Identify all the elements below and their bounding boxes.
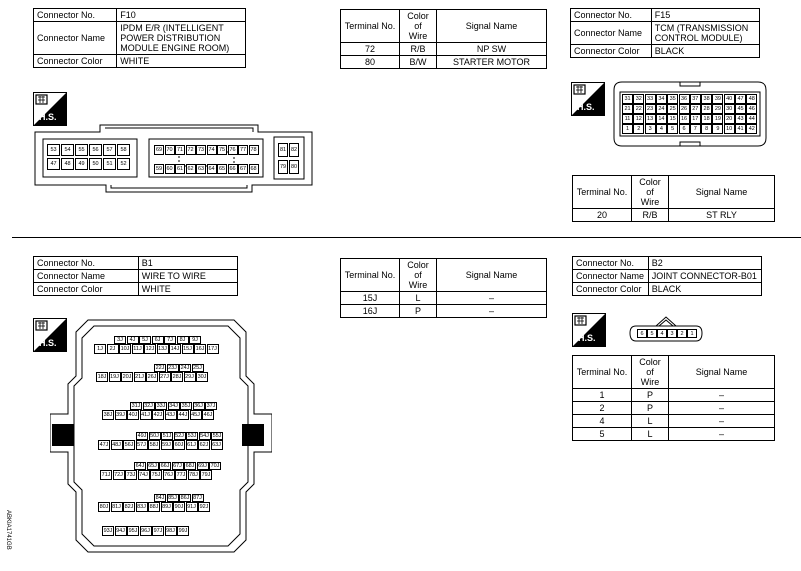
- terminal-pin: 60: [166, 166, 173, 172]
- terminal-pin: 48J: [112, 442, 121, 448]
- terminal-pin: 44: [746, 114, 757, 124]
- terminal-pin: 68: [250, 166, 257, 172]
- color-cell: P: [400, 305, 437, 318]
- f15-name: [651, 22, 759, 45]
- terminal-pin: 29: [712, 104, 723, 114]
- b1-pin-field: [50, 316, 272, 556]
- terminal-pin: 23J: [168, 365, 177, 371]
- terminal-pin: 73: [197, 147, 205, 153]
- terminal-pin: 74: [208, 147, 215, 153]
- terminal-pin: 5: [667, 124, 678, 134]
- table-row: [573, 209, 775, 222]
- terminal-pin: 41J: [141, 412, 150, 418]
- f10-color-label: Connector Color: [34, 55, 117, 68]
- terminal-pin: 94J: [116, 528, 125, 534]
- f10-name-line: POWER DISTRIBUTION: [120, 33, 221, 43]
- terminal-pin: 80J: [99, 504, 109, 510]
- terminal-pin: 2: [677, 329, 687, 338]
- terminal-pin: 46J: [203, 412, 213, 418]
- terminal-pin: 59J: [162, 442, 171, 448]
- terminal-pin: 56J: [124, 442, 134, 448]
- terminal-pin: 30J: [197, 374, 207, 380]
- terminal-pin: 81: [278, 143, 288, 157]
- terminal-pin: 98J: [166, 528, 175, 534]
- terminal-pin: 46: [746, 104, 757, 114]
- figure-id: ABKIA1741GB: [5, 510, 11, 550]
- terminal-pin: 25J: [193, 365, 202, 371]
- terminal-pin: 48: [746, 94, 757, 104]
- terminal-pin: 24: [656, 104, 667, 114]
- terminal-header: Terminal No.: [341, 10, 400, 43]
- terminal-pin: 57: [103, 144, 116, 156]
- terminal-pin: 1J: [94, 344, 106, 354]
- hs-badge-b2: [572, 313, 606, 347]
- terminal-pin: 6: [637, 329, 647, 338]
- terminal-cell: 15J: [341, 292, 400, 305]
- terminal-pin: 72: [187, 147, 194, 153]
- f10-no: F10: [117, 9, 246, 22]
- terminal-pin: 47: [47, 158, 60, 170]
- terminal-pin: 37J: [206, 403, 216, 409]
- terminal-pin: 49: [75, 158, 88, 170]
- signal-cell: NP SW: [437, 43, 547, 56]
- terminal-pin: 31: [622, 94, 633, 104]
- terminal-pin: 27J: [160, 374, 169, 380]
- terminal-cell: 2: [573, 402, 632, 415]
- terminal-pin: 7: [690, 124, 701, 134]
- terminal-pin: 9J: [189, 336, 201, 344]
- terminal-pin: 92J: [199, 504, 209, 510]
- terminal-pin: 8J: [177, 336, 189, 344]
- b2-info-table: [572, 256, 762, 296]
- terminal-pin: 69J: [198, 463, 207, 469]
- terminal-pin: 61: [176, 166, 184, 172]
- terminal-pin: 6J: [152, 336, 164, 344]
- terminal-pin: 13J: [158, 346, 167, 352]
- b2-no-label: Connector No.: [573, 257, 649, 270]
- terminal-pin: 33: [645, 94, 656, 104]
- terminal-pin: 72J: [114, 472, 123, 478]
- terminal-pin: 4J: [127, 336, 139, 344]
- terminal-pin: 52: [117, 158, 130, 170]
- terminal-header: Terminal No.: [341, 259, 400, 292]
- terminal-pin: 1: [687, 329, 697, 338]
- b2-name-label: Connector Name: [573, 270, 649, 283]
- terminal-pin: 90J: [174, 504, 184, 510]
- terminal-pin: 99J: [178, 528, 188, 534]
- table-row: [341, 305, 547, 318]
- terminal-pin: 83J: [137, 504, 146, 510]
- f15-name-line: CONTROL MODULE): [654, 33, 743, 43]
- terminal-pin: 20J: [122, 374, 132, 380]
- terminal-pin: 62: [187, 166, 194, 172]
- color-cell: L: [400, 292, 437, 305]
- color-header: Color of Wire: [632, 176, 669, 209]
- color-cell: L: [632, 428, 669, 441]
- terminal-pin: 37: [690, 94, 701, 104]
- color-cell: R/B: [632, 209, 669, 222]
- hs-badge-f10: [33, 92, 67, 126]
- b2-connector-diagram: [626, 313, 706, 345]
- terminal-cell: 72: [341, 43, 400, 56]
- terminal-pin: 21: [622, 104, 633, 114]
- terminal-pin: 12J: [145, 346, 155, 352]
- terminal-pin: 38: [701, 94, 712, 104]
- b2-color-label: Connector Color: [573, 283, 649, 296]
- terminal-pin: 77: [239, 147, 247, 153]
- terminal-pin: 78: [250, 147, 257, 153]
- terminal-pin: 61J: [187, 442, 196, 448]
- b1-no: B1: [138, 257, 237, 270]
- f10-connector-diagram: [33, 122, 323, 197]
- table-row: [341, 56, 547, 69]
- terminal-pin: 76: [229, 147, 236, 153]
- terminal-pin: 19: [712, 114, 723, 124]
- terminal-pin: 35: [667, 94, 678, 104]
- color-cell: R/B: [400, 43, 437, 56]
- f15-name-label: Connector Name: [571, 22, 652, 45]
- signal-cell: –: [669, 389, 775, 402]
- terminal-pin: 2: [633, 124, 644, 134]
- terminal-pin: 89J: [162, 504, 171, 510]
- terminal-pin: 50: [89, 158, 102, 170]
- terminal-pin: 65: [218, 166, 226, 172]
- terminal-pin: 76J: [164, 472, 173, 478]
- terminal-pin: 13: [645, 114, 656, 124]
- terminal-pin: 18: [701, 114, 712, 124]
- terminal-pin: 38J: [103, 412, 113, 418]
- color-header: Color of Wire: [400, 10, 437, 43]
- terminal-pin: 58J: [149, 442, 159, 448]
- terminal-pin: 49J: [137, 433, 147, 439]
- table-row: [341, 43, 547, 56]
- terminal-pin: 15J: [183, 346, 192, 352]
- f15-no-label: Connector No.: [571, 9, 652, 22]
- signal-table-f15: [572, 175, 775, 222]
- f15-color-label: Connector Color: [571, 45, 652, 58]
- signal-cell: –: [437, 305, 547, 318]
- terminal-pin: 28: [701, 104, 712, 114]
- terminal-pin: 80: [289, 160, 299, 174]
- terminal-pin: 56: [89, 144, 102, 156]
- terminal-pin: 66: [229, 166, 236, 172]
- terminal-cell: 4: [573, 415, 632, 428]
- terminal-pin: 45: [735, 104, 746, 114]
- signal-cell: ST RLY: [669, 209, 775, 222]
- terminal-pin: 36: [679, 94, 690, 104]
- terminal-pin: 43J: [166, 412, 175, 418]
- signal-cell: –: [669, 415, 775, 428]
- terminal-pin: 18J: [97, 374, 107, 380]
- color-header: Color of Wire: [632, 356, 669, 389]
- signal-table-b1: [340, 258, 547, 318]
- terminal-pin: 8: [701, 124, 712, 134]
- terminal-pin: 77J: [176, 472, 186, 478]
- terminal-pin: 14: [656, 114, 667, 124]
- terminal-pin: 3J: [114, 336, 126, 344]
- terminal-pin: 51J: [162, 433, 172, 439]
- table-row: [573, 389, 775, 402]
- terminal-pin: 91J: [187, 504, 196, 510]
- terminal-pin: 17: [690, 114, 701, 124]
- terminal-header: Terminal No.: [573, 356, 632, 389]
- terminal-header: Terminal No.: [573, 176, 632, 209]
- terminal-pin: 41: [735, 124, 746, 134]
- terminal-pin: 2J: [107, 344, 119, 354]
- b1-name-label: Connector Name: [34, 270, 139, 283]
- terminal-pin: 64: [208, 166, 215, 172]
- hs-label: H.S.: [39, 338, 57, 348]
- terminal-pin: 63J: [212, 442, 221, 448]
- terminal-pin: 9: [712, 124, 723, 134]
- terminal-pin: 79: [278, 160, 288, 174]
- hs-label: H.S.: [578, 333, 596, 343]
- terminal-pin: 6: [679, 124, 690, 134]
- terminal-pin: 50J: [150, 433, 159, 439]
- terminal-pin: 88J: [149, 504, 159, 510]
- signal-header: Signal Name: [669, 356, 775, 389]
- terminal-pin: 16J: [195, 346, 205, 352]
- color-cell: B/W: [400, 56, 437, 69]
- terminal-pin: 45J: [191, 412, 200, 418]
- terminal-pin: 5: [647, 329, 657, 338]
- terminal-pin: 15: [667, 114, 678, 124]
- terminal-pin: 63: [197, 166, 205, 172]
- terminal-pin: 31J: [131, 403, 141, 409]
- terminal-pin: 65J: [148, 463, 157, 469]
- terminal-pin: 42: [746, 124, 757, 134]
- terminal-pin: 58: [117, 144, 130, 156]
- table-row: [341, 292, 547, 305]
- terminal-pin: 62J: [199, 442, 209, 448]
- f10-name: [117, 22, 246, 55]
- terminal-pin: 47J: [99, 442, 109, 448]
- terminal-pin: 66J: [160, 463, 170, 469]
- terminal-pin: 22: [633, 104, 644, 114]
- terminal-pin: 36J: [194, 403, 203, 409]
- terminal-pin: 32: [633, 94, 644, 104]
- b1-color: WHITE: [138, 283, 237, 296]
- terminal-pin: 19J: [110, 374, 119, 380]
- terminal-pin: 73J: [126, 472, 136, 478]
- terminal-pin: 57J: [137, 442, 146, 448]
- terminal-pin: 48: [61, 158, 74, 170]
- f10-no-label: Connector No.: [34, 9, 117, 22]
- f10-name-label: Connector Name: [34, 22, 117, 55]
- terminal-pin: 11: [622, 114, 633, 124]
- terminal-pin: 70J: [210, 463, 220, 469]
- terminal-cell: 5: [573, 428, 632, 441]
- terminal-pin: 55: [75, 144, 88, 156]
- terminal-pin: 71J: [101, 472, 111, 478]
- signal-cell: –: [669, 402, 775, 415]
- f15-info-table: [570, 8, 760, 58]
- hs-label: H.S.: [39, 112, 57, 122]
- terminal-pin: 54J: [200, 433, 209, 439]
- terminal-pin: 84J: [155, 495, 165, 501]
- b1-connector-diagram: [50, 316, 272, 556]
- terminal-pin: 55J: [212, 433, 222, 439]
- signal-table-f10: [340, 9, 547, 69]
- terminal-pin: 42J: [153, 412, 163, 418]
- terminal-pin: 74J: [139, 472, 148, 478]
- terminal-pin: 32J: [144, 403, 153, 409]
- terminal-pin: 53: [47, 144, 60, 156]
- terminal-pin: 51: [103, 158, 116, 170]
- terminal-pin: 44J: [178, 412, 188, 418]
- terminal-pin: 28J: [172, 374, 182, 380]
- terminal-pin: 25: [667, 104, 678, 114]
- f10-color: WHITE: [117, 55, 246, 68]
- hs-badge-f15: [571, 82, 605, 116]
- terminal-pin: 82: [289, 143, 299, 157]
- terminal-pin: 86J: [180, 495, 190, 501]
- terminal-pin: 24J: [180, 365, 190, 371]
- terminal-pin: 4: [656, 124, 667, 134]
- b2-name: JOINT CONNECTOR-B01: [648, 270, 761, 283]
- terminal-pin: 14J: [170, 346, 180, 352]
- f15-no: F15: [651, 9, 759, 22]
- terminal-pin: 59: [155, 166, 163, 172]
- terminal-pin: 1: [622, 124, 633, 134]
- terminal-pin: 54: [61, 144, 74, 156]
- f15-name-line: TCM (TRANSMISSION: [654, 23, 749, 33]
- terminal-pin: 67J: [173, 463, 182, 469]
- terminal-pin: 75J: [151, 472, 161, 478]
- terminal-pin: 5J: [139, 336, 151, 344]
- color-cell: P: [632, 389, 669, 402]
- signal-table-b2: [572, 355, 775, 441]
- f10-info-table: [33, 8, 246, 68]
- terminal-pin: 4: [657, 329, 667, 338]
- terminal-pin: 26J: [147, 374, 157, 380]
- terminal-cell: 1: [573, 389, 632, 402]
- f15-color: BLACK: [651, 45, 759, 58]
- b1-color-label: Connector Color: [34, 283, 139, 296]
- terminal-pin: 3: [667, 329, 677, 338]
- signal-cell: STARTER MOTOR: [437, 56, 547, 69]
- terminal-pin: 39J: [116, 412, 125, 418]
- terminal-pin: 27: [690, 104, 701, 114]
- terminal-pin: 17J: [208, 346, 217, 352]
- terminal-pin: 64J: [135, 463, 145, 469]
- color-cell: P: [632, 402, 669, 415]
- color-cell: L: [632, 415, 669, 428]
- terminal-pin: 23: [645, 104, 656, 114]
- terminal-pin: 40J: [128, 412, 138, 418]
- terminal-pin: 34: [656, 94, 667, 104]
- terminal-pin: 35J: [181, 403, 191, 409]
- terminal-pin: 10: [724, 124, 735, 134]
- terminal-cell: 20: [573, 209, 632, 222]
- signal-cell: –: [669, 428, 775, 441]
- hs-label: H.S.: [577, 102, 595, 112]
- terminal-pin: 79J: [201, 472, 211, 478]
- table-row: [573, 402, 775, 415]
- f10-name-line: IPDM E/R (INTELLIGENT: [120, 23, 224, 33]
- terminal-pin: 40: [724, 94, 735, 104]
- terminal-pin: 30: [724, 104, 735, 114]
- terminal-pin: 75: [218, 147, 226, 153]
- terminal-pin: 34J: [169, 403, 178, 409]
- terminal-pin: 33J: [156, 403, 166, 409]
- terminal-pin: 97J: [153, 528, 163, 534]
- b1-no-label: Connector No.: [34, 257, 139, 270]
- terminal-pin: 39: [712, 94, 723, 104]
- terminal-pin: 95J: [128, 528, 138, 534]
- color-header: Color of Wire: [400, 259, 437, 292]
- terminal-pin: 20: [724, 114, 735, 124]
- terminal-pin: 52J: [175, 433, 184, 439]
- terminal-pin: 85J: [168, 495, 177, 501]
- terminal-pin: 16: [679, 114, 690, 124]
- terminal-pin: 21J: [135, 374, 144, 380]
- signal-header: Signal Name: [437, 10, 547, 43]
- terminal-pin: 12: [633, 114, 644, 124]
- terminal-pin: 29J: [185, 374, 194, 380]
- b2-color: BLACK: [648, 283, 761, 296]
- terminal-pin: 47: [735, 94, 746, 104]
- terminal-pin: 78J: [189, 472, 198, 478]
- terminal-pin: 53J: [187, 433, 197, 439]
- terminal-pin: 93J: [103, 528, 113, 534]
- table-row: [573, 428, 775, 441]
- terminal-pin: 96J: [141, 528, 150, 534]
- f15-connector-diagram: [610, 80, 770, 148]
- section-divider: [12, 237, 801, 238]
- terminal-pin: 10J: [120, 346, 130, 352]
- terminal-pin: 67: [239, 166, 247, 172]
- b1-info-table: [33, 256, 238, 296]
- terminal-pin: 3: [645, 124, 656, 134]
- terminal-pin: 43: [735, 114, 746, 124]
- terminal-pin: 60J: [174, 442, 184, 448]
- terminal-pin: 70: [166, 147, 173, 153]
- b1-name: WIRE TO WIRE: [138, 270, 237, 283]
- terminal-pin: 81J: [112, 504, 121, 510]
- terminal-pin: 26: [679, 104, 690, 114]
- signal-cell: –: [437, 292, 547, 305]
- terminal-pin: 87J: [193, 495, 202, 501]
- terminal-pin: 7J: [164, 336, 176, 344]
- table-row: [573, 415, 775, 428]
- terminal-pin: 69: [155, 147, 163, 153]
- terminal-pin: 68J: [185, 463, 195, 469]
- f10-name-line: MODULE ENGINE ROOM): [120, 43, 230, 53]
- terminal-pin: 11J: [133, 346, 142, 352]
- terminal-pin: 71: [176, 147, 184, 153]
- b2-no: B2: [648, 257, 761, 270]
- signal-header: Signal Name: [437, 259, 547, 292]
- terminal-pin: 22J: [155, 365, 165, 371]
- terminal-cell: 16J: [341, 305, 400, 318]
- terminal-pin: 82J: [124, 504, 134, 510]
- signal-header: Signal Name: [669, 176, 775, 209]
- terminal-cell: 80: [341, 56, 400, 69]
